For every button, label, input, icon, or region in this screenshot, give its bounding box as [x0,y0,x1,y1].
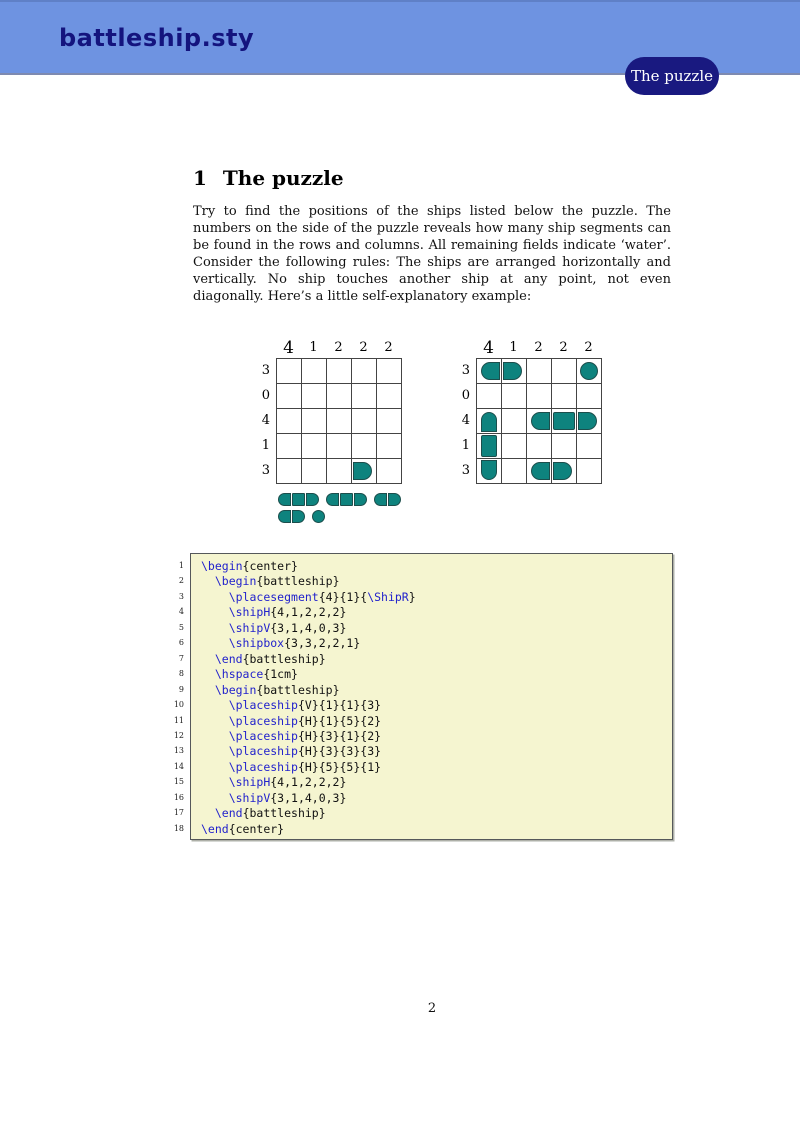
column-count: 2 [584,340,593,355]
latex-text [201,729,229,743]
column-count-labels [276,335,402,358]
puzzle-cells [276,358,402,484]
latex-text [201,652,215,666]
row-count: 1 [261,438,270,453]
row-count: 3 [461,363,470,378]
latex-text: {3,1,4,0,3} [270,790,347,805]
fleet-ship [278,510,305,523]
column-count-labels [476,335,602,358]
grid-cell-water [552,384,577,409]
fleet-row [278,493,401,506]
latex-keyword: \placeship [228,759,298,774]
code-line [201,714,672,729]
grid-cell-water [502,384,527,409]
line-number: 5 [178,622,184,632]
ship-segment-icon [292,493,305,506]
grid-cell-ship [352,459,377,484]
latex-text [201,791,229,805]
ship-segment-icon [388,493,401,506]
ship-segment-icon [340,493,353,506]
column-count: 4 [283,338,294,358]
row-count: 4 [461,413,470,428]
latex-text: {1cm} [263,667,298,682]
grid-cell-ship [477,359,502,384]
line-number: 11 [173,715,184,725]
grid-cell-ship [527,459,552,484]
latex-text [201,806,215,820]
fleet-ship [278,493,319,506]
grid-cell-water [377,384,402,409]
latex-text [201,574,215,588]
ship-segment-icon [353,462,372,480]
fleet-row [278,510,401,523]
grid-cell-water [327,434,352,459]
grid-cell-water [502,459,527,484]
latex-text [201,760,229,774]
row-count: 3 [461,463,470,478]
code-line [201,559,672,574]
line-number: 16 [173,792,184,802]
code-line [201,683,672,698]
grid-cell-ship [577,359,602,384]
ship-segment-icon [278,510,291,523]
latex-text: {H}{3}{3}{3} [297,744,382,759]
fleet-ship [374,493,401,506]
code-line [201,621,672,636]
row-count: 4 [261,413,270,428]
column-count: 1 [509,340,518,355]
section-tab-the-puzzle[interactable] [625,57,719,95]
latex-text: {4,1,2,2,2} [270,605,347,620]
latex-text: {4,1,2,2,2} [270,775,347,790]
grid-cell-water [302,384,327,409]
line-number: 4 [178,607,184,617]
puzzle-cells [476,358,602,484]
row-count: 3 [261,463,270,478]
grid-cell-ship [552,409,577,434]
puzzle-grid-unsolved [256,335,402,484]
grid-cell-water [277,359,302,384]
ship-box-fleet [278,493,401,527]
grid-cell-ship [477,409,502,434]
latex-keyword: \placesegment [228,589,319,604]
line-number: 15 [173,777,184,787]
line-number: 14 [173,761,184,771]
grid-cell-water [552,434,577,459]
ship-segment-icon [553,412,575,430]
grid-cell-water [377,409,402,434]
latex-text: {H}{5}{5}{1} [297,759,382,774]
latex-text: {3,1,4,0,3} [270,620,347,635]
grid-cell-water [527,384,552,409]
row-count-labels [256,358,276,484]
code-line [201,698,672,713]
row-count: 1 [461,438,470,453]
grid-cell-water [577,434,602,459]
latex-text [201,775,229,789]
latex-text: } [408,589,416,604]
latex-keyword: \hspace [214,667,264,682]
page-number: 2 [427,1001,437,1016]
ship-segment-icon [312,510,325,523]
document-title: battleship.sty [59,24,255,52]
line-number: 3 [178,591,184,601]
grid-cell-water [577,459,602,484]
grid-cell-ship [502,359,527,384]
grid-cell-water [352,359,377,384]
latex-text [201,621,229,635]
line-number: 13 [173,746,184,756]
row-count-labels [456,358,476,484]
latex-text: {3,3,2,2,1} [284,636,361,651]
grid-cell-water [277,409,302,434]
grid-cell-ship [527,409,552,434]
latex-keyword: \placeship [228,698,298,713]
listing-line-numbers [160,558,184,836]
ship-segment-icon [481,362,500,380]
latex-keyword: \begin [214,574,257,589]
latex-keyword: \shipbox [228,636,285,651]
ship-segment-icon [481,460,497,480]
grid-cell-water [377,434,402,459]
latex-text [201,605,229,619]
grid-cell-water [352,409,377,434]
code-line [201,667,672,682]
code-line [201,636,672,651]
ship-segment-icon [578,412,597,430]
latex-keyword: \placeship [228,728,298,743]
latex-keyword: \end [214,651,243,666]
fleet-ship [326,493,367,506]
code-line [201,590,672,605]
latex-keyword: \placeship [228,744,298,759]
line-number: 1 [178,561,184,570]
latex-text: {4}{1}{ [318,589,368,604]
section-title: The puzzle [222,166,344,190]
latex-text [201,683,215,697]
code-line [201,729,672,744]
ship-segment-icon [580,362,598,380]
grid-cell-water [302,434,327,459]
latex-text: {battleship} [242,806,326,821]
column-count: 2 [559,340,568,355]
latex-text [201,744,229,758]
section-tab-label: The puzzle [630,67,714,85]
latex-text [201,698,229,712]
grid-cell-ship [552,459,577,484]
column-count: 2 [334,340,343,355]
ship-segment-icon [553,462,572,480]
line-number: 17 [173,808,184,818]
ship-segment-icon [278,493,291,506]
ship-segment-icon [481,412,497,432]
line-number: 8 [178,669,184,679]
code-line [201,574,672,589]
grid-cell-water [327,409,352,434]
grid-cell-water [352,384,377,409]
code-line [201,744,672,759]
line-number: 6 [178,638,184,648]
latex-text: {H}{3}{1}{2} [297,728,382,743]
line-number: 10 [173,700,184,710]
code-line [201,791,672,806]
row-count: 3 [261,363,270,378]
fleet-ship [312,510,325,523]
line-number: 2 [178,576,184,586]
intro-paragraph: Try to find the positions of the ships listed below the puzzle. The numbers on the side of the puzzle reveals how many ship segments can be found in the rows and columns. All remaining fields indicate ‘water’. Consider the following rules: The ships are arranged horizontally and vertically. No ship touches another ship at any point, not even diagonally. Here’s a little self-explanatory example: [193,204,671,304]
ship-segment-icon [354,493,367,506]
ship-segment-icon [292,510,305,523]
latex-text [201,714,229,728]
line-number: 9 [178,684,184,694]
latex-text: {V}{1}{1}{3} [297,698,382,713]
grid-cell-water [302,409,327,434]
grid-cell-water [277,434,302,459]
ship-segment-icon [374,493,387,506]
latex-keyword: \shipH [228,605,271,620]
grid-cell-water [277,384,302,409]
latex-keyword: \ShipR [367,589,409,604]
latex-keyword: \begin [201,559,243,573]
latex-keyword: \end [214,806,243,821]
grid-cell-water [377,459,402,484]
latex-text [201,590,229,604]
column-count: 2 [384,340,393,355]
latex-text: {H}{1}{5}{2} [297,713,382,728]
code-line [201,652,672,667]
puzzle-grid-solved [456,335,602,484]
grid-cell-water [502,409,527,434]
section-number: 1 [193,166,207,190]
latex-keyword: \end [201,821,229,836]
grid-cell-water [352,434,377,459]
grid-cell-water [277,459,302,484]
latex-keyword: \shipV [228,790,271,805]
latex-text: {battleship} [256,682,340,697]
grid-cell-water [377,359,402,384]
grid-cell-water [577,384,602,409]
grid-cell-ship [477,434,502,459]
code-line [201,822,672,837]
column-count: 2 [534,340,543,355]
latex-text [201,636,229,650]
ship-segment-icon [306,493,319,506]
latex-text: {battleship} [242,651,326,666]
column-count: 4 [483,338,494,358]
ship-segment-icon [531,412,550,430]
latex-keyword: \begin [214,682,257,697]
row-count: 0 [261,388,270,403]
section-heading [193,166,344,190]
grid-cell-water [502,434,527,459]
column-count: 1 [309,340,318,355]
code-line [201,775,672,790]
latex-keyword: \shipV [228,620,271,635]
column-count: 2 [359,340,368,355]
latex-text: {battleship} [256,574,340,589]
ship-segment-icon [503,362,522,380]
ship-segment-icon [326,493,339,506]
grid-cell-water [527,434,552,459]
line-number: 18 [173,823,184,833]
row-count: 0 [461,388,470,403]
grid-cell-water [327,459,352,484]
grid-cell-water [302,359,327,384]
latex-keyword: \shipH [228,775,271,790]
grid-cell-ship [577,409,602,434]
latex-keyword: \placeship [228,713,298,728]
latex-text: {center} [242,559,298,573]
ship-segment-icon [531,462,550,480]
code-line [201,605,672,620]
latex-text [201,667,215,681]
latex-text: {center} [228,821,285,836]
grid-cell-ship [477,459,502,484]
line-number: 12 [173,730,184,740]
grid-cell-water [527,359,552,384]
code-line [201,760,672,775]
latex-code-listing [190,553,673,840]
grid-cell-water [477,384,502,409]
grid-cell-water [302,459,327,484]
ship-segment-icon [481,435,497,457]
grid-cell-water [327,384,352,409]
line-number: 7 [178,653,184,663]
code-line [201,806,672,821]
grid-cell-water [552,359,577,384]
grid-cell-water [327,359,352,384]
